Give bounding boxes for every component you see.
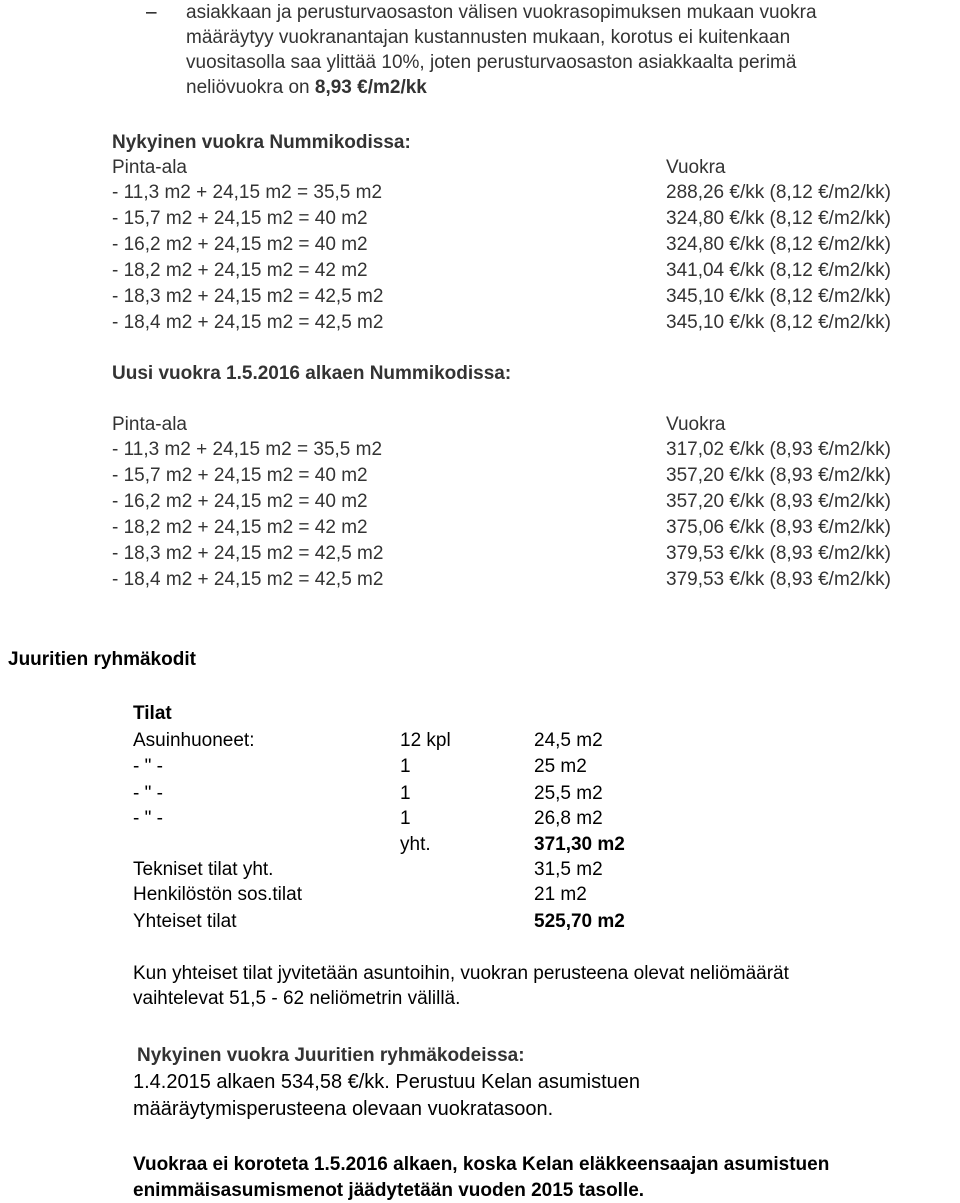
area-cell: - 11,3 m2 + 24,15 m2 = 35,5 m2: [112, 182, 383, 203]
table-row: [0, 286, 960, 314]
current-juuritie-heading: Nykyinen vuokra Juuritien ryhmäkodeissa:: [137, 1045, 525, 1066]
tilat-row: [0, 783, 960, 811]
area-cell: - 18,2 m2 + 24,15 m2 = 42 m2: [112, 517, 368, 538]
tilat-cell-c2: 1: [400, 756, 411, 777]
tilat-cell-c3: 25,5 m2: [534, 783, 603, 804]
tilat-cell-c1: Yhteiset tilat: [133, 911, 237, 932]
table-row: [0, 439, 960, 467]
tilat-cell-c2: yht.: [400, 834, 431, 855]
tilat-row: [0, 911, 960, 939]
table-row: [0, 234, 960, 262]
current-juuritie-line-2: määräytymisperusteena olevaan vuokratasoon.: [133, 1098, 554, 1120]
bullet-dash: –: [146, 2, 157, 23]
note-line-1: Kun yhteiset tilat jyvitetään asuntoihin, vuokran perusteena olevat neliömäärät: [133, 963, 789, 984]
tilat-heading: Tilat: [133, 703, 172, 724]
rent-cell: 317,02 €/kk (8,93 €/m2/kk): [666, 439, 891, 460]
tilat-cell-c3: 31,5 m2: [534, 859, 603, 880]
table-row: [0, 260, 960, 288]
rent-cell: 357,20 €/kk (8,93 €/m2/kk): [666, 491, 891, 512]
table-row: [0, 569, 960, 597]
table-row: [0, 182, 960, 210]
tilat-row: [0, 884, 960, 912]
table-row: [0, 465, 960, 493]
area-cell: - 16,2 m2 + 24,15 m2 = 40 m2: [112, 491, 368, 512]
intro-line-4-prefix: neliövuokra on: [186, 77, 315, 98]
table-row: [0, 543, 960, 571]
tilat-cell-c3: 371,30 m2: [534, 834, 625, 855]
tilat-cell-c2: 1: [400, 783, 411, 804]
area-cell: - 18,4 m2 + 24,15 m2 = 42,5 m2: [112, 312, 384, 333]
intro-line-3: vuositasolla saa ylittää 10%, joten perusturvaosaston asiakkaalta perimä: [186, 52, 797, 73]
tilat-cell-c1: - " -: [133, 783, 163, 804]
area-cell: - 18,2 m2 + 24,15 m2 = 42 m2: [112, 260, 368, 281]
area-cell: - 18,3 m2 + 24,15 m2 = 42,5 m2: [112, 543, 384, 564]
tilat-cell-c1: - " -: [133, 756, 163, 777]
area-cell: - 18,3 m2 + 24,15 m2 = 42,5 m2: [112, 286, 384, 307]
tilat-row: [0, 834, 960, 862]
tilat-cell-c3: 24,5 m2: [534, 730, 603, 751]
tilat-cell-c3: 26,8 m2: [534, 808, 603, 829]
area-cell: - 15,7 m2 + 24,15 m2 = 40 m2: [112, 465, 368, 486]
area-cell: - 16,2 m2 + 24,15 m2 = 40 m2: [112, 234, 368, 255]
new-nummikoti-heading: Uusi vuokra 1.5.2016 alkaen Nummikodissa:: [112, 363, 512, 384]
rent-cell: 288,26 €/kk (8,12 €/m2/kk): [666, 182, 891, 203]
note-line-2: vaihtelevat 51,5 - 62 neliömetrin välillä.: [133, 988, 461, 1009]
juuritie-heading: Juuritien ryhmäkodit: [8, 649, 196, 670]
table-row: [0, 491, 960, 519]
current-nummikoti-heading: Nykyinen vuokra Nummikodissa:: [112, 132, 411, 153]
rent-cell: 379,53 €/kk (8,93 €/m2/kk): [666, 569, 891, 590]
tilat-cell-c1: Asuinhuoneet:: [133, 730, 255, 751]
rent-cell: 324,80 €/kk (8,12 €/m2/kk): [666, 234, 891, 255]
area-cell: - 11,3 m2 + 24,15 m2 = 35,5 m2: [112, 439, 383, 460]
area-cell: - 15,7 m2 + 24,15 m2 = 40 m2: [112, 208, 368, 229]
tilat-row: [0, 859, 960, 887]
intro-line-4: [186, 77, 427, 99]
table-row: [0, 312, 960, 340]
intro-line-4-value: 8,93 €/m2/kk: [314, 77, 427, 98]
final-line-1: Vuokraa ei koroteta 1.5.2016 alkaen, koska Kelan eläkkeensaajan asumistuen: [133, 1154, 830, 1175]
rent-cell: 341,04 €/kk (8,12 €/m2/kk): [666, 260, 891, 281]
tilat-row: [0, 808, 960, 836]
tilat-row: [0, 730, 960, 758]
rent-cell: 345,10 €/kk (8,12 €/m2/kk): [666, 312, 891, 333]
rent-cell: 345,10 €/kk (8,12 €/m2/kk): [666, 286, 891, 307]
table-row: [0, 208, 960, 236]
intro-line-1: asiakkaan ja perusturvaosaston välisen vuokrasopimuksen mukaan vuokra: [186, 2, 817, 23]
area-cell: - 18,4 m2 + 24,15 m2 = 42,5 m2: [112, 569, 384, 590]
tilat-cell-c2: 1: [400, 808, 411, 829]
tilat-row: [0, 756, 960, 784]
rent-cell: 357,20 €/kk (8,93 €/m2/kk): [666, 465, 891, 486]
current-juuritie-line-1: 1.4.2015 alkaen 534,58 €/kk. Perustuu Kelan asumistuen: [133, 1071, 641, 1093]
tilat-cell-c3: 21 m2: [534, 884, 587, 905]
tilat-cell-c3: 25 m2: [534, 756, 587, 777]
rent-cell: 379,53 €/kk (8,93 €/m2/kk): [666, 543, 891, 564]
final-line-2: enimmäisasumismenot jäädytetään vuoden 2015 tasolle.: [133, 1180, 645, 1201]
tilat-cell-c1: Tekniset tilat yht.: [133, 859, 274, 880]
current-col-area: Pinta-ala: [112, 157, 187, 178]
tilat-cell-c2: 12 kpl: [400, 730, 451, 751]
table-row: [0, 517, 960, 545]
rent-cell: 375,06 €/kk (8,93 €/m2/kk): [666, 517, 891, 538]
tilat-cell-c1: - " -: [133, 808, 163, 829]
intro-line-2: määräytyy vuokranantajan kustannusten mukaan, korotus ei kuitenkaan: [186, 27, 791, 48]
rent-cell: 324,80 €/kk (8,12 €/m2/kk): [666, 208, 891, 229]
current-col-rent: Vuokra: [666, 157, 726, 178]
new-col-rent: Vuokra: [666, 414, 726, 435]
tilat-cell-c1: Henkilöstön sos.tilat: [133, 884, 302, 905]
new-col-area: Pinta-ala: [112, 414, 187, 435]
tilat-cell-c3: 525,70 m2: [534, 911, 625, 932]
